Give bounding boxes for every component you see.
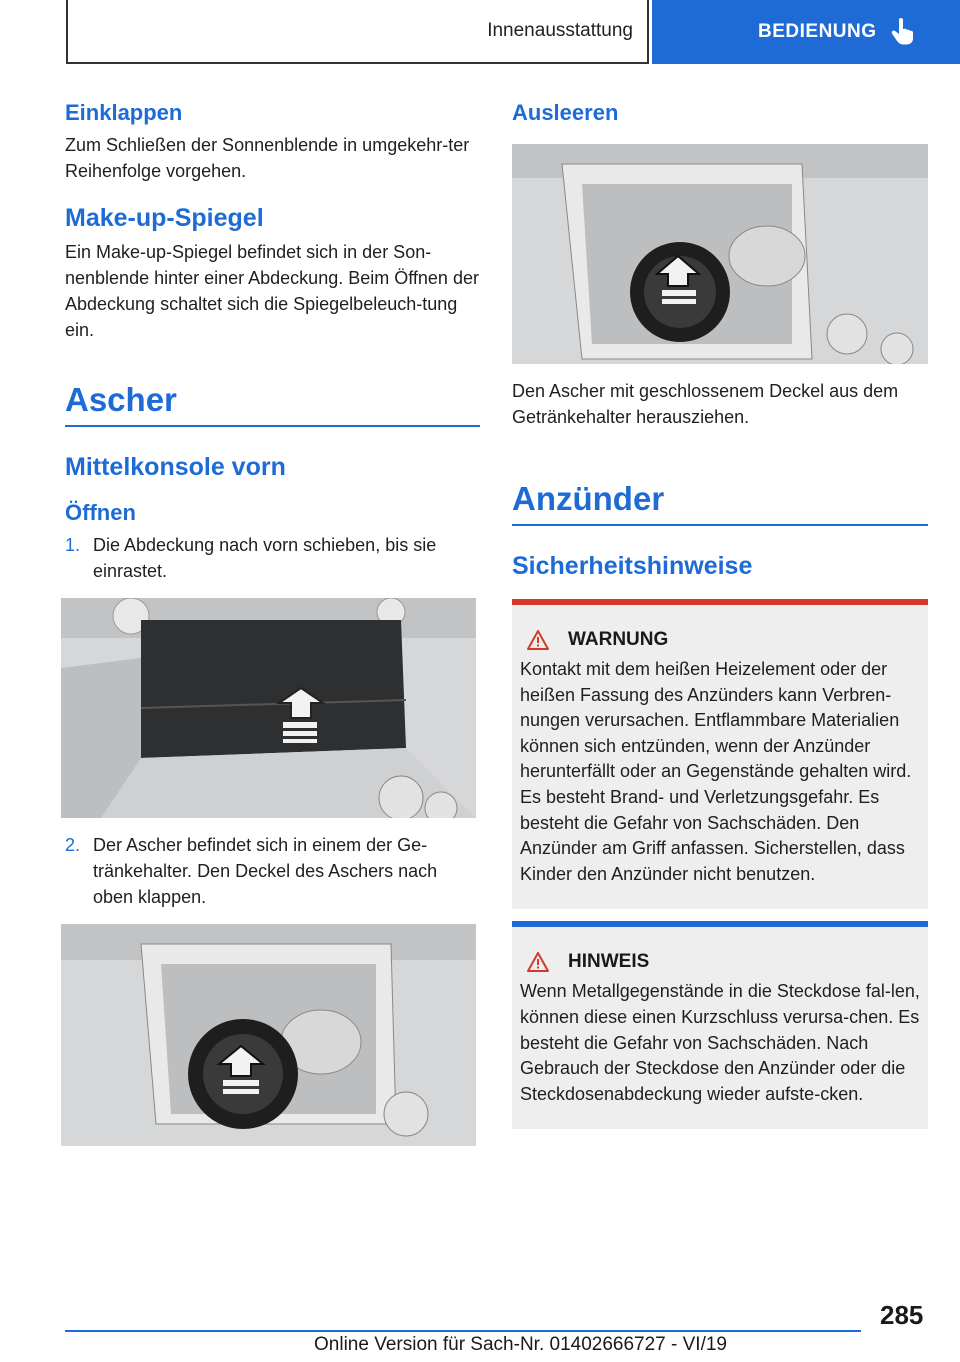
- header-section-label: Innenausstattung: [487, 20, 633, 41]
- header-section-tab: [66, 0, 649, 64]
- ashtray-lid-image: [61, 924, 476, 1146]
- notice-box: [512, 921, 928, 1129]
- footer-divider: [65, 1330, 861, 1332]
- einklappen-text: Zum Schließen der Sonnenblende in umgekehr‐ter Reihenfolge vorgehen.: [65, 135, 470, 181]
- warning-triangle-icon: [526, 629, 550, 651]
- warning-box: [512, 599, 928, 909]
- step-number: 2.: [65, 835, 81, 855]
- ausleeren-heading: Ausleeren: [512, 100, 619, 125]
- footer-online-version: Online Version für Sach-Nr. 01402666727 - VI/19: [314, 1334, 727, 1355]
- anzuender-divider: [512, 524, 928, 526]
- ascher-heading: Ascher: [65, 381, 177, 418]
- warning-label: WARNUNG: [568, 629, 669, 650]
- spiegel-heading: Make-up-Spiegel: [65, 204, 264, 232]
- page-number: 285: [880, 1300, 924, 1330]
- notice-header: [520, 951, 920, 973]
- mittelkonsole-heading: Mittelkonsole vorn: [65, 453, 286, 481]
- step-list-2: [65, 832, 480, 910]
- list-item: [65, 532, 480, 584]
- ausleeren-text: Den Ascher mit geschlossenem Deckel aus dem Getränkehalter herausziehen.: [512, 381, 899, 427]
- ashtray-remove-image: [512, 144, 928, 364]
- left-column: [65, 100, 480, 1146]
- console-cover-image: [61, 598, 476, 818]
- step-text: Die Abdeckung nach vorn schieben, bis sie einrastet.: [93, 535, 437, 581]
- header-chapter-label: BEDIENUNG: [758, 21, 877, 42]
- oeffnen-heading: Öffnen: [65, 500, 136, 525]
- warning-text: Kontakt mit dem heißen Heizelement oder der heißen Fassung des Anzünders kann Verbren‐nungen verursachen. Entflammbare Materialien können sich entzünden, wenn der Anzünder herunterfällt oder an Gegenstände gehalten wird. Es besteht Brand- und Verletzungsgefahr. Es besteht die Gefahr von Sachschäden. Den Anzünder am Griff anfassen. Sicherstellen, dass Kinder den Anzünder nicht benutzen.: [520, 659, 912, 884]
- notice-text: Wenn Metallgegenstände in die Steckdose fal‐len, können diese einen Kurzschluss verursa‐chen. Es besteht die Gefahr von Sachschäden. Nach Gebrauch der Steckdose den Anzünder oder die Steckdosenabdeckung wieder aufste‐cken.: [520, 981, 920, 1104]
- step-list-1: [65, 532, 480, 584]
- warning-header: [520, 629, 920, 651]
- notice-label: HINWEIS: [568, 951, 650, 973]
- list-item: [65, 832, 480, 910]
- step-number: 1.: [65, 535, 81, 555]
- ascher-divider: [65, 425, 480, 427]
- einklappen-heading: Einklappen: [65, 100, 183, 125]
- anzuender-heading: Anzünder: [512, 480, 665, 517]
- notice-triangle-icon: [526, 951, 550, 973]
- hand-pointer-icon: [891, 18, 915, 46]
- header-chapter-tab: [652, 0, 960, 64]
- sicherheit-heading: Sicherheitshinweise: [512, 552, 753, 580]
- spiegel-text: Ein Make-up-Spiegel befindet sich in der Son‐nenblende hinter einer Abdeckung. Beim Öffnen der Abdeckung schaltet sich die Spiegelbeleuch‐tung ein.: [65, 242, 479, 340]
- step-text: Der Ascher befindet sich in einem der Ge‐tränkehalter. Den Deckel des Aschers nach oben klappen.: [93, 835, 438, 907]
- right-column: [512, 100, 928, 1129]
